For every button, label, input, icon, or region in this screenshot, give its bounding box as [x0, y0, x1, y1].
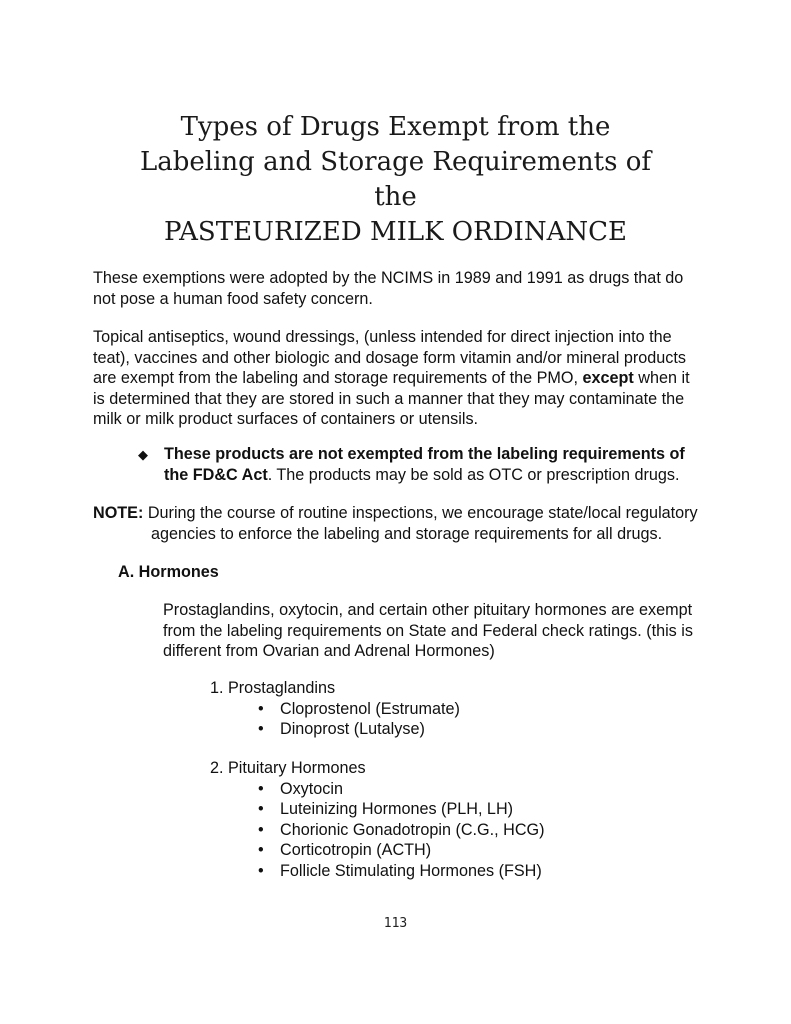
bullet-dot-icon: •: [258, 779, 264, 798]
list-heading-prostaglandins: 1. Prostaglandins: [210, 679, 336, 697]
section-a-heading: A. Hormones: [118, 563, 219, 581]
list-heading-pituitary: 2. Pituitary Hormones: [210, 759, 366, 777]
note-block: [93, 503, 708, 544]
bullet-dot-icon: •: [258, 800, 264, 818]
bullet-dot-icon: •: [258, 699, 264, 718]
diamond-bullet-icon: ◆: [138, 447, 148, 462]
list-item: • Cloprostenol (Estrumate): [258, 699, 460, 718]
bullet-dot-icon: •: [258, 720, 264, 738]
note-label: NOTE:: [93, 504, 144, 522]
bullet-dot-icon: •: [258, 841, 264, 859]
list-item: • Luteinizing Hormones (PLH, LH): [258, 800, 514, 818]
bullet-bold-text: These products are not exempted from the labeling requirements of the FD&C Act: [164, 445, 685, 484]
topical-text-before: Topical antiseptics, wound dressings, (unless intended for direct injection into the teat), vaccines and other biologic and dosage form vitamin and/or mineral products are exempt from the labeling and storage requirements of the PMO,: [93, 328, 686, 387]
list-item: • Chorionic Gonadotropin (C.G., HCG): [258, 820, 545, 839]
bullet-dot-icon: •: [258, 861, 264, 880]
fdc-act-bullet: [138, 444, 708, 485]
topical-paragraph: [93, 327, 703, 430]
pituitary-hormones-list: [210, 758, 545, 881]
intro-paragraph: These exemptions were adopted by the NCIMS in 1989 and 1991 as drugs that do not pose a human food safety concern.: [93, 269, 684, 308]
page-number: 113: [383, 916, 408, 931]
document-title: [0, 110, 791, 250]
prostaglandins-list: [210, 678, 460, 740]
title-line-1: Types of Drugs Exempt from the: [180, 112, 611, 142]
bullet-dot-icon: •: [258, 820, 264, 839]
topical-emphasis: except: [582, 369, 634, 387]
title-line-4: PASTEURIZED MILK ORDINANCE: [164, 217, 627, 247]
title-line-2: Labeling and Storage Requirements of: [140, 147, 651, 177]
list-item: • Dinoprost (Lutalyse): [258, 720, 425, 738]
list-item: • Oxytocin: [258, 779, 343, 798]
list-item: • Follicle Stimulating Hormones (FSH): [258, 861, 542, 880]
hormones-paragraph: Prostaglandins, oxytocin, and certain other pituitary hormones are exempt from the labeling requirements on State and Federal check ratings. (this is different from Ovarian and Adrenal Hormones): [163, 601, 693, 660]
bullet-rest-text: . The products may be sold as OTC or prescription drugs.: [267, 465, 680, 484]
list-item: • Corticotropin (ACTH): [258, 841, 432, 859]
topical-text-after: when it is determined that they are stored in such a manner that they may contaminate the milk or milk product surfaces of containers or utensils.: [93, 369, 690, 428]
title-line-3: the: [374, 182, 417, 212]
note-line-1: During the course of routine inspections, we encourage state/local regulatory: [143, 504, 698, 522]
note-line-2: agencies to enforce the labeling and storage requirements for all drugs.: [151, 524, 663, 543]
